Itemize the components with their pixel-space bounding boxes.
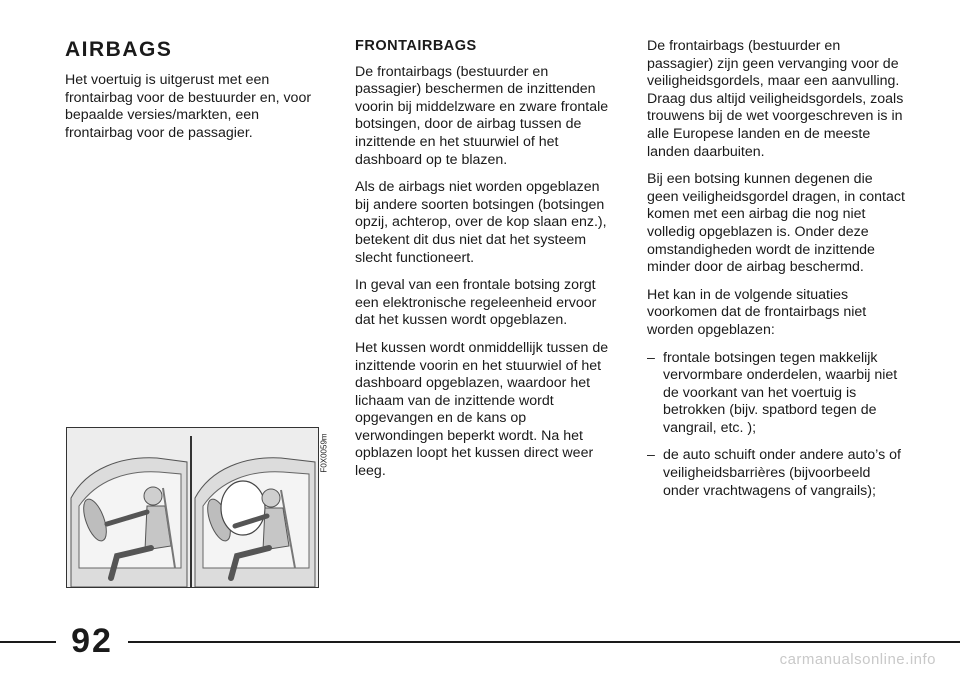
figure-code-label: F0X0059m [319, 433, 329, 473]
paragraph: In geval van een frontale botsing zorgt een elektronische regeleenheid ervoor dat het kussen wordt opgeblazen. [355, 277, 597, 329]
paragraph: Het kan in de volgende situaties voorkomen dat de frontairbags niet worden opgeblazen: [647, 286, 867, 338]
figure-code [318, 428, 330, 478]
situations-list [647, 350, 907, 501]
page-number: 92 [71, 622, 113, 660]
driver-before-deploy [71, 458, 187, 587]
paragraph: De frontairbags (bestuurder en passagier) beschermen de inzittenden voorin bij middelzware en zware frontale botsingen, door de airbag tussen de inzittende en het stuurwiel of het dashboard op te blazen. [355, 63, 609, 168]
intro-paragraph: Het voertuig is uitgerust met een frontairbag voor de bestuurder en, voor bepaalde versies/markten, een frontairbag voor de passagier. [65, 72, 312, 141]
footer-rule-left [0, 641, 56, 643]
list-item: – de auto schuift onder andere auto’s of veiligheidsbarrières (bijvoorbeeld onder vrachtwagens of vangrails); [647, 447, 907, 500]
front-airbags-heading: FRONTAIRBAGS [355, 38, 477, 54]
middle-column [355, 38, 613, 491]
watermark: carmanualsonline.info [779, 651, 936, 668]
paragraph: Bij een botsing kunnen degenen die geen veiligheidsgordel dragen, in contact komen met een airbag die nog niet volledig opgeblazen is. Onder deze omstandigheden wordt de inzittende minder door de airbag beschermd. [647, 171, 905, 276]
right-column [647, 38, 907, 510]
paragraph: Als de airbags niet worden opgeblazen bij andere soorten botsingen (botsingen opzij, achterop, over de kop slaan enz.), betekent dit dus niet dat het systeem slecht functioneert. [355, 179, 607, 266]
footer-rule-right [128, 641, 960, 643]
paragraph: De frontairbags (bestuurder en passagier) zijn geen vervanging voor de veiligheidsgordels, maar een aanvulling. Draag dus altijd veiligheidsgordels, zoals trouwens bij de wet voorgeschreven is in alle Europese landen en de meeste landen daarbuiten. [647, 38, 904, 160]
list-item: – frontale botsingen tegen makkelijk vervormbare onderdelen, waarbij niet de voorkant van het voertuig is betrokken (bijv. spatbord tegen de vangrail, etc. ); [647, 350, 907, 438]
paragraph: Het kussen wordt onmiddellijk tussen de inzittende voorin en het stuurwiel of het dashboard opgeblazen, waardoor het lichaam van de inzittende wordt opgevangen en de kans op verwondingen beperkt wordt. Na het opblazen loopt het kussen direct weer leeg. [355, 339, 609, 480]
driver-airbag-deployed [195, 458, 315, 587]
left-column [65, 38, 320, 152]
airbag-illustration [66, 427, 319, 588]
airbag-illustration-drawing [67, 428, 318, 587]
section-title: AIRBAGS [65, 38, 173, 61]
